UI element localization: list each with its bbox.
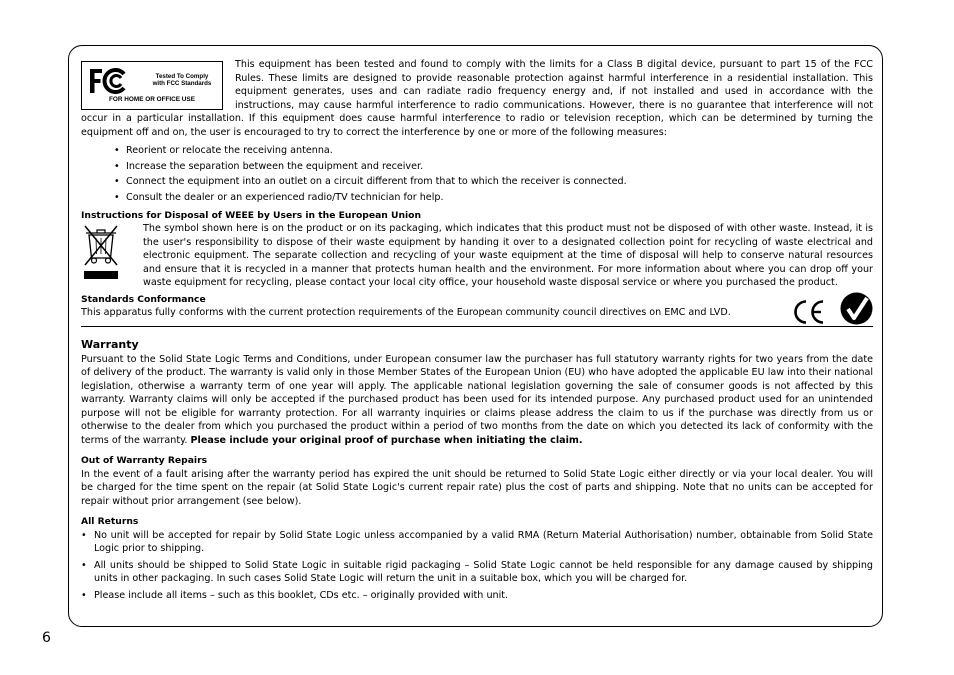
fcc-logo xyxy=(81,61,223,110)
section-divider xyxy=(81,326,873,327)
fcc-tested-line: Tested To Comply xyxy=(155,73,209,80)
standards-heading: Standards Conformance xyxy=(81,293,206,305)
standards-text: This apparatus fully conforms with the current protection requirements of the European community council directives on EMC and LVD. xyxy=(81,307,731,319)
ce-mark-icon xyxy=(792,299,825,325)
warranty-proof-note: Please include your original proof of purchase when initiating the claim. xyxy=(190,434,583,446)
weee-heading: Instructions for Disposal of WEEE by Users in the European Union xyxy=(81,209,422,221)
list-item: • All units should be shipped to Solid State Logic in suitable rigid packaging – Solid State Logic cannot be held responsible for any damage caused by shipping units in other packaging. In such cases Solid State Logic will return the unit in a suitable box, which you will be charged for. xyxy=(94,559,873,586)
out-of-warranty-heading: Out of Warranty Repairs xyxy=(81,455,208,467)
list-item: • Increase the separation between the equipment and receiver. xyxy=(126,159,873,175)
warranty-section xyxy=(81,338,873,448)
page-number: 6 xyxy=(42,630,51,646)
fcc-section xyxy=(81,58,873,206)
out-of-warranty-text: In the event of a fault arising after the warranty period has expired the unit should be returned to Solid State Logic either directly or via your local dealer. You will be charged for the time spent on the repair (at Solid State Logic's current repair rate) plus the cost of parts and shipping. Note that no units can be accepted for repair without prior arrangement (see below). xyxy=(81,468,873,507)
warranty-body: Pursuant to the Solid State Logic Terms and Conditions, under European consumer law the purchaser has full statutory warranty rights for two years from the date of delivery of the product. The warranty is valid only in those Member States of the European Union (EU) who have adopted the applicable EU law into their national legislation, otherwise a warranty term of one year will apply. The applicable national legislation governing the sale of consumer goods is not affected by this warranty. Warranty claims will only be accepted if the purchased product has been used for its intended purpose. Any purchased product used for an unintended purpose will not be eligible for warranty protection. For all warranty inquiries or claims please address the claim to us if the purchase was directly from us or otherwise to the dealer from which you purchased the product within a period of two months from the date on which you detected its lack of conformity with the terms of the warranty. xyxy=(81,353,873,446)
standards-section xyxy=(81,293,873,320)
returns-list xyxy=(81,529,873,603)
fcc-intro-text: This equipment has been tested and found to comply with the limits for a Class B digital device, pursuant to part 15 of the FCC Rules. These limits are designed to provide reasonable protection against harmful interference in a residential installation. This equipment generates, uses and can radiate radio frequency energy and, if not installed and used in accordance with the instructions, may cause harmful interference to radio communications. However, there is no guarantee that interference will not occur in a particular installation. If this equipment does cause harmful interference to radio or television reception, which can be determined by turning the equipment off and on, the user is encouraged to try to correct the interference by one or more of the following measures: xyxy=(81,59,873,138)
fcc-measures-list xyxy=(81,143,873,206)
fcc-mark-icon xyxy=(88,67,130,95)
c-tick-mark-icon xyxy=(840,292,873,325)
returns-section xyxy=(81,515,873,602)
out-of-warranty-section xyxy=(81,454,873,508)
warranty-heading: Warranty xyxy=(81,337,139,351)
weee-section xyxy=(81,209,873,290)
list-item: • Consult the dealer or an experienced radio/TV technician for help. xyxy=(126,190,873,206)
page-content xyxy=(81,58,873,605)
list-item: • No unit will be accepted for repair by Solid State Logic unless accompanied by a valid RMA (Return Material Authorisation) number, obtainable from Solid State Logic prior to shipping. xyxy=(94,529,873,556)
weee-body xyxy=(81,222,873,290)
crossed-out-wheelie-bin-icon xyxy=(81,222,121,280)
list-item: • Please include all items – such as this booklet, CDs etc. – originally provided with unit. xyxy=(94,589,873,603)
list-item: • Reorient or relocate the receiving antenna. xyxy=(126,143,873,159)
weee-text: The symbol shown here is on the product or on its packaging, which indicates that this product must not be disposed of with other waste. Instead, it is the user's responsibility to dispose of their waste equipment by handing it over to a designated collection point for recycling of waste electrical and electronic equipment. The separate collection and recycling of your waste equipment at the time of disposal will help to conserve natural resources and ensure that it is recycled in a manner that protects human health and the environment. For more information about where you can drop off your waste equipment for recycling, please contact your local city office, your household waste disposal service or where you purchased the product. xyxy=(143,223,873,289)
list-item: • Connect the equipment into an outlet on a circuit different from that to which the receiver is connected. xyxy=(126,174,873,190)
fcc-tested-line: with FCC Standards xyxy=(152,80,212,87)
returns-heading: All Returns xyxy=(81,516,139,528)
fcc-tested-text xyxy=(146,73,218,87)
warranty-text xyxy=(81,353,873,448)
fcc-home-office-text: FOR HOME OR OFFICE USE xyxy=(109,95,195,103)
